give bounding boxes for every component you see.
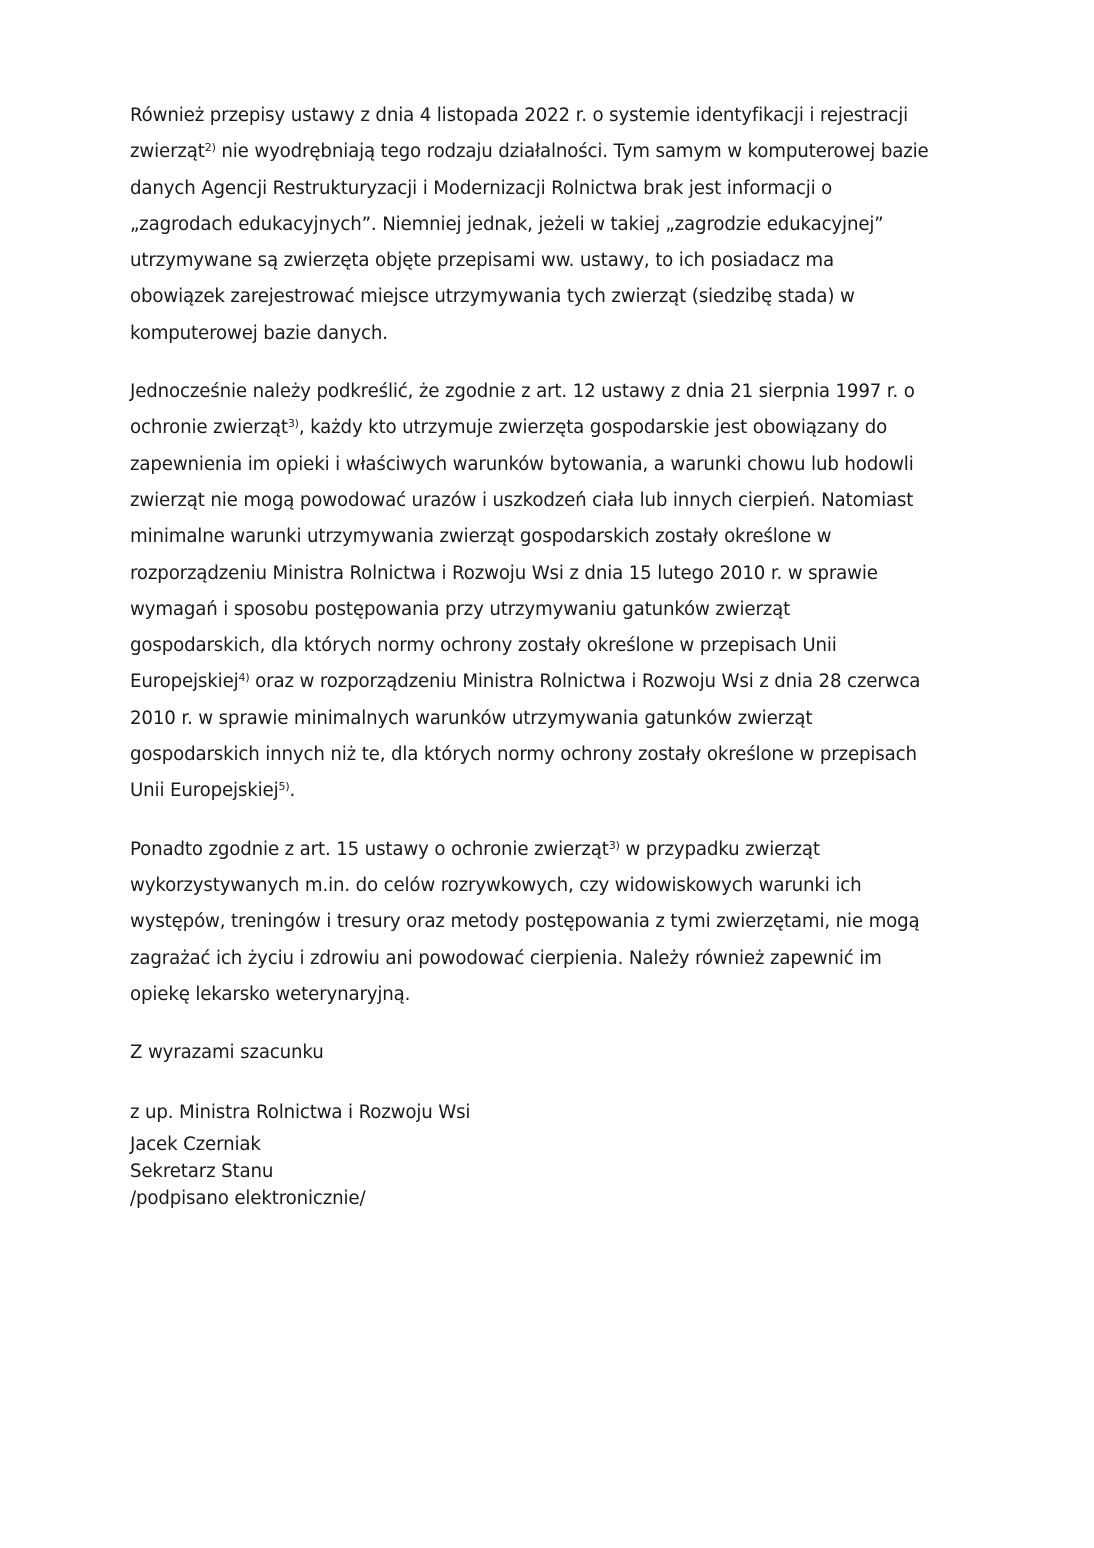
signature-name: Jacek Czerniak	[130, 1134, 261, 1156]
paragraph-text: Również przepisy ustawy z dnia 4 listopada 2022 r. o systemie identyfikacji i rejestracji zwierząt	[130, 105, 909, 163]
paragraph-text: Ponadto zgodnie z art. 15 ustawy o ochronie zwierząt	[130, 838, 609, 860]
paragraph-text: nie wyodrębniają tego rodzaju działalności. Tym samym w komputerowej bazie danych Agencji Restrukturyzacji i Modernizacji Rolnictwa brak jest informacji o „zagrodach edukacyjnych”. Niemniej jednak, jeżeli w takiej „zagrodzie edukacyjnej” utrzymywane są zwierzęta objęte przepisami ww. ustawy, to ich posiadacz ma obowiązek zarejestrować miejsce utrzymywania tych zwierząt (siedzibę stada) w komputerowej bazie danych.	[130, 141, 929, 344]
footnote-ref-3: 3)	[608, 838, 620, 852]
paragraph-entertainment-animals	[130, 832, 930, 1013]
paragraph-text: , każdy kto utrzymuje zwierzęta gospodarskie jest obowiązany do zapewnienia im opieki i właściwych warunków bytowania, a warunki chowu lub hodowli zwierząt nie mogą powodować urazów i uszkodzeń ciała lub innych cierpień. Natomiast minimalne warunki utrzymywania zwierząt gospodarskich zostały określone w rozporządzeniu Ministra Rolnictwa i Rozwoju Wsi z dnia 15 lutego 2010 r. w sprawie wymagań i sposobu postępowania przy utrzymywaniu gatunków zwierząt gospodarskich, dla których normy ochrony zostały określone w przepisach Unii Europejskiej	[130, 417, 914, 693]
footnote-ref-4: 4)	[238, 671, 250, 685]
paragraph-text: .	[289, 780, 296, 802]
signature-title: Sekretarz Stanu	[130, 1161, 274, 1183]
footnote-ref-5: 5)	[278, 780, 290, 794]
footnote-ref-2: 2)	[204, 141, 216, 155]
closing-phrase: Z wyrazami szacunku	[130, 1042, 324, 1064]
signature-note: /podpisano elektronicznie/	[130, 1188, 366, 1210]
signature-on-behalf: z up. Ministra Rolnictwa i Rozwoju Wsi	[130, 1102, 471, 1124]
paragraph-text: oraz w rozporządzeniu Ministra Rolnictwa i Rozwoju Wsi z dnia 28 czerwca 2010 r. w sprawie minimalnych warunków utrzymywania gatunków zwierząt gospodarskich innych niż te, dla których normy ochrony zostały określone w przepisach Unii Europejskiej	[130, 671, 921, 802]
signature-block	[130, 1095, 930, 1212]
paragraph-animal-protection	[130, 374, 930, 810]
paragraph-identification-registration	[130, 98, 930, 352]
paragraph-text: Jednocześnie należy podkreślić, że zgodnie z art. 12 ustawy z dnia 21 sierpnia 1997 r. o ochronie zwierząt	[130, 381, 915, 439]
paragraph-text: w przypadku zwierząt wykorzystywanych m.in. do celów rozrywkowych, czy widowiskowych warunki ich występów, treningów i tresury oraz metody postępowania z tymi zwierzętami, nie mogą zagrażać ich życiu i zdrowiu ani powodować cierpienia. Należy również zapewnić im opiekę lekarsko weterynaryjną.	[130, 838, 920, 1005]
letter-body	[130, 98, 930, 1212]
footnote-ref-3: 3)	[287, 417, 299, 431]
